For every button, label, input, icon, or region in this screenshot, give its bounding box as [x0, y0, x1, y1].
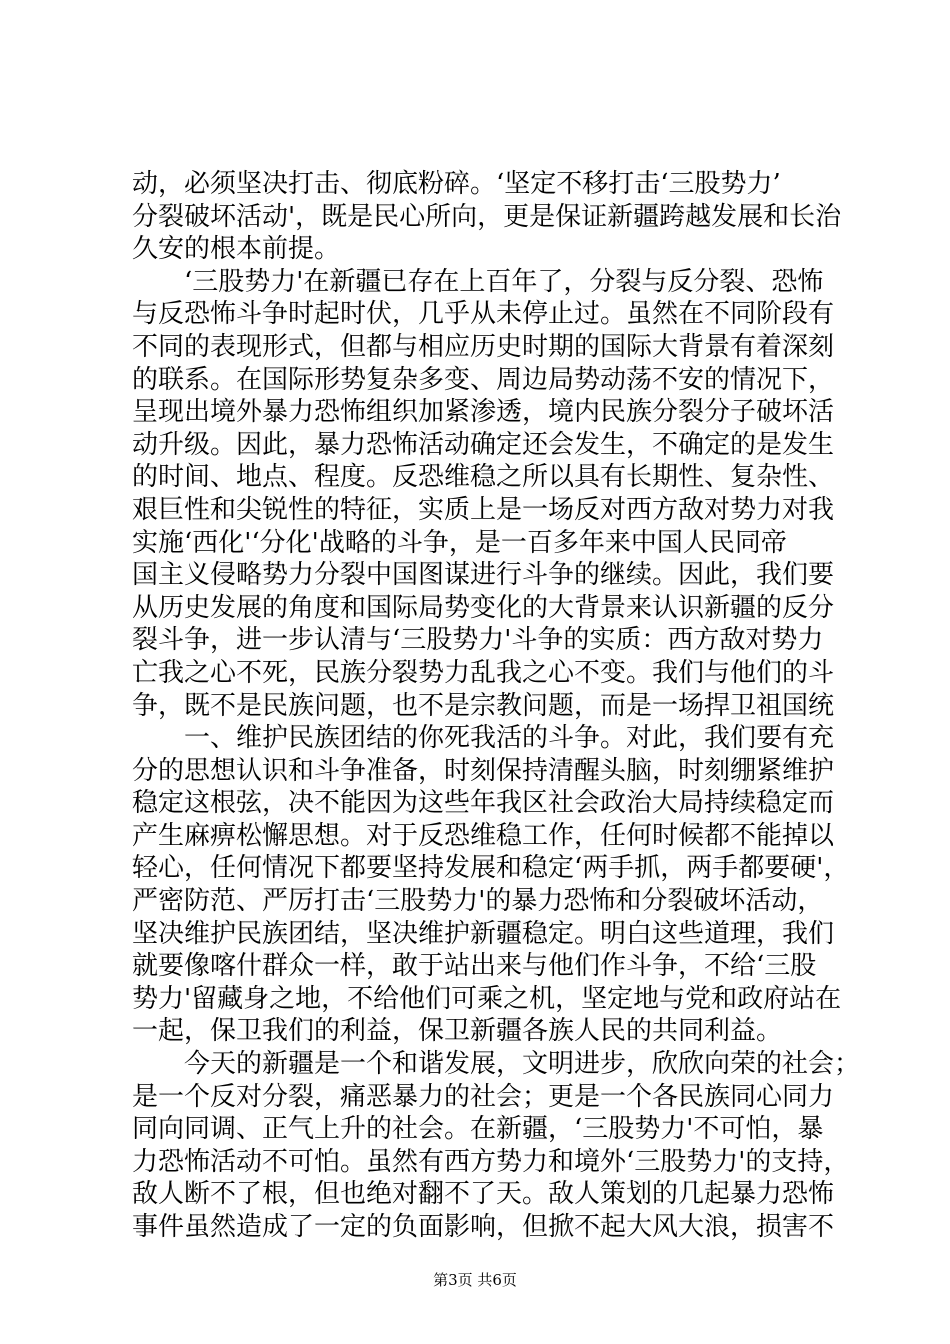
text-line: 从历史发展的角度和国际局势变化的大背景来认识新疆的反分 [132, 592, 835, 623]
text-line: 分裂破坏活动'，既是民心所向，更是保证新疆跨越发展和长治 [132, 201, 842, 232]
text-line: 力恐怖活动不可怕。虽然有西方势力和境外‘三股势力'的支持， [132, 1146, 850, 1177]
text-line: 与反恐怖斗争时起时伏，几乎从未停止过。虽然在不同阶段有 [132, 299, 835, 330]
text-line: 一起，保卫我们的利益，保卫新疆各族人民的共同利益。 [132, 1016, 783, 1047]
text-line: 动，必须坚决打击、彻底粉碎。‘坚定不移打击‘三股势力’ [132, 169, 781, 199]
text-line: 实施‘西化'‘分化'战略的斗争，是一百多年来中国人民同帝 [132, 527, 787, 558]
text-line: 今天的新疆是一个和谐发展，文明进步，欣欣向荣的社会； [132, 1049, 861, 1080]
text-line: 裂斗争，进一步认清与‘三股势力'斗争的实质：西方敌对势力 [132, 625, 824, 656]
text-line: ‘三股势力'在新疆已存在上百年了，分裂与反分裂、恐怖 [132, 266, 824, 297]
text-line: 敌人断不了根，但也绝对翻不了天。敌人策划的几起暴力恐怖 [132, 1179, 835, 1210]
body-text [132, 168, 861, 1244]
text-line: 稳定这根弦，决不能因为这些年我区社会政治大局持续稳定而 [132, 788, 835, 819]
text-line: 不同的表现形式，但都与相应历史时期的国际大背景有着深刻 [132, 331, 835, 362]
text-line: 争，既不是民族问题，也不是宗教问题，而是一场捍卫祖国统 [132, 690, 835, 721]
text-line: 的联系。在国际形势复杂多变、周边局势动荡不安的情况下， [132, 364, 835, 395]
text-line: 呈现出境外暴力恐怖组织加紧渗透，境内民族分裂分子破坏活 [132, 397, 835, 428]
page-footer: 第3页 共6页 [433, 1271, 517, 1289]
text-line: 严密防范、严厉打击‘三股势力'的暴力恐怖和分裂破坏活动， [132, 886, 824, 917]
text-line: 事件虽然造成了一定的负面影响，但掀不起大风大浪，损害不 [132, 1212, 835, 1242]
text-line: 势力'留藏身之地，不给他们可乘之机，坚定地与党和政府站在 [132, 983, 842, 1014]
text-line: 坚决维护民族团结，坚决维护新疆稳定。明白这些道理，我们 [132, 918, 835, 949]
text-line: 是一个反对分裂，痛恶暴力的社会；更是一个各民族同心同力 [132, 1081, 835, 1112]
text-line: 一、维护民族团结的你死我活的斗争。对此，我们要有充 [132, 723, 835, 754]
text-line: 的时间、地点、程度。反恐维稳之所以具有长期性、复杂性、 [132, 462, 835, 493]
text-line: 就要像喀什群众一样，敢于站出来与他们作斗争，不给‘三股 [132, 951, 817, 982]
text-line: 同向同调、正气上升的社会。在新疆，‘三股势力'不可怕，暴 [132, 1114, 824, 1145]
text-line: 轻心，任何情况下都要坚持发展和稳定‘两手抓，两手都要硬'， [132, 853, 850, 884]
text-line: 亡我之心不死，民族分裂势力乱我之心不变。我们与他们的斗 [132, 657, 835, 688]
text-line: 国主义侵略势力分裂中国图谋进行斗争的继续。因此，我们要 [132, 560, 835, 591]
text-line: 分的思想认识和斗争准备，时刻保持清醒头脑，时刻绷紧维护 [132, 755, 835, 786]
text-line: 久安的根本前提。 [132, 234, 341, 265]
text-line: 产生麻痹松懈思想。对于反恐维稳工作，任何时候都不能掉以 [132, 820, 835, 851]
text-line: 艰巨性和尖锐性的特征，实质上是一场反对西方敌对势力对我 [132, 494, 835, 525]
text-line: 动升级。因此，暴力恐怖活动确定还会发生，不确定的是发生 [132, 429, 835, 460]
